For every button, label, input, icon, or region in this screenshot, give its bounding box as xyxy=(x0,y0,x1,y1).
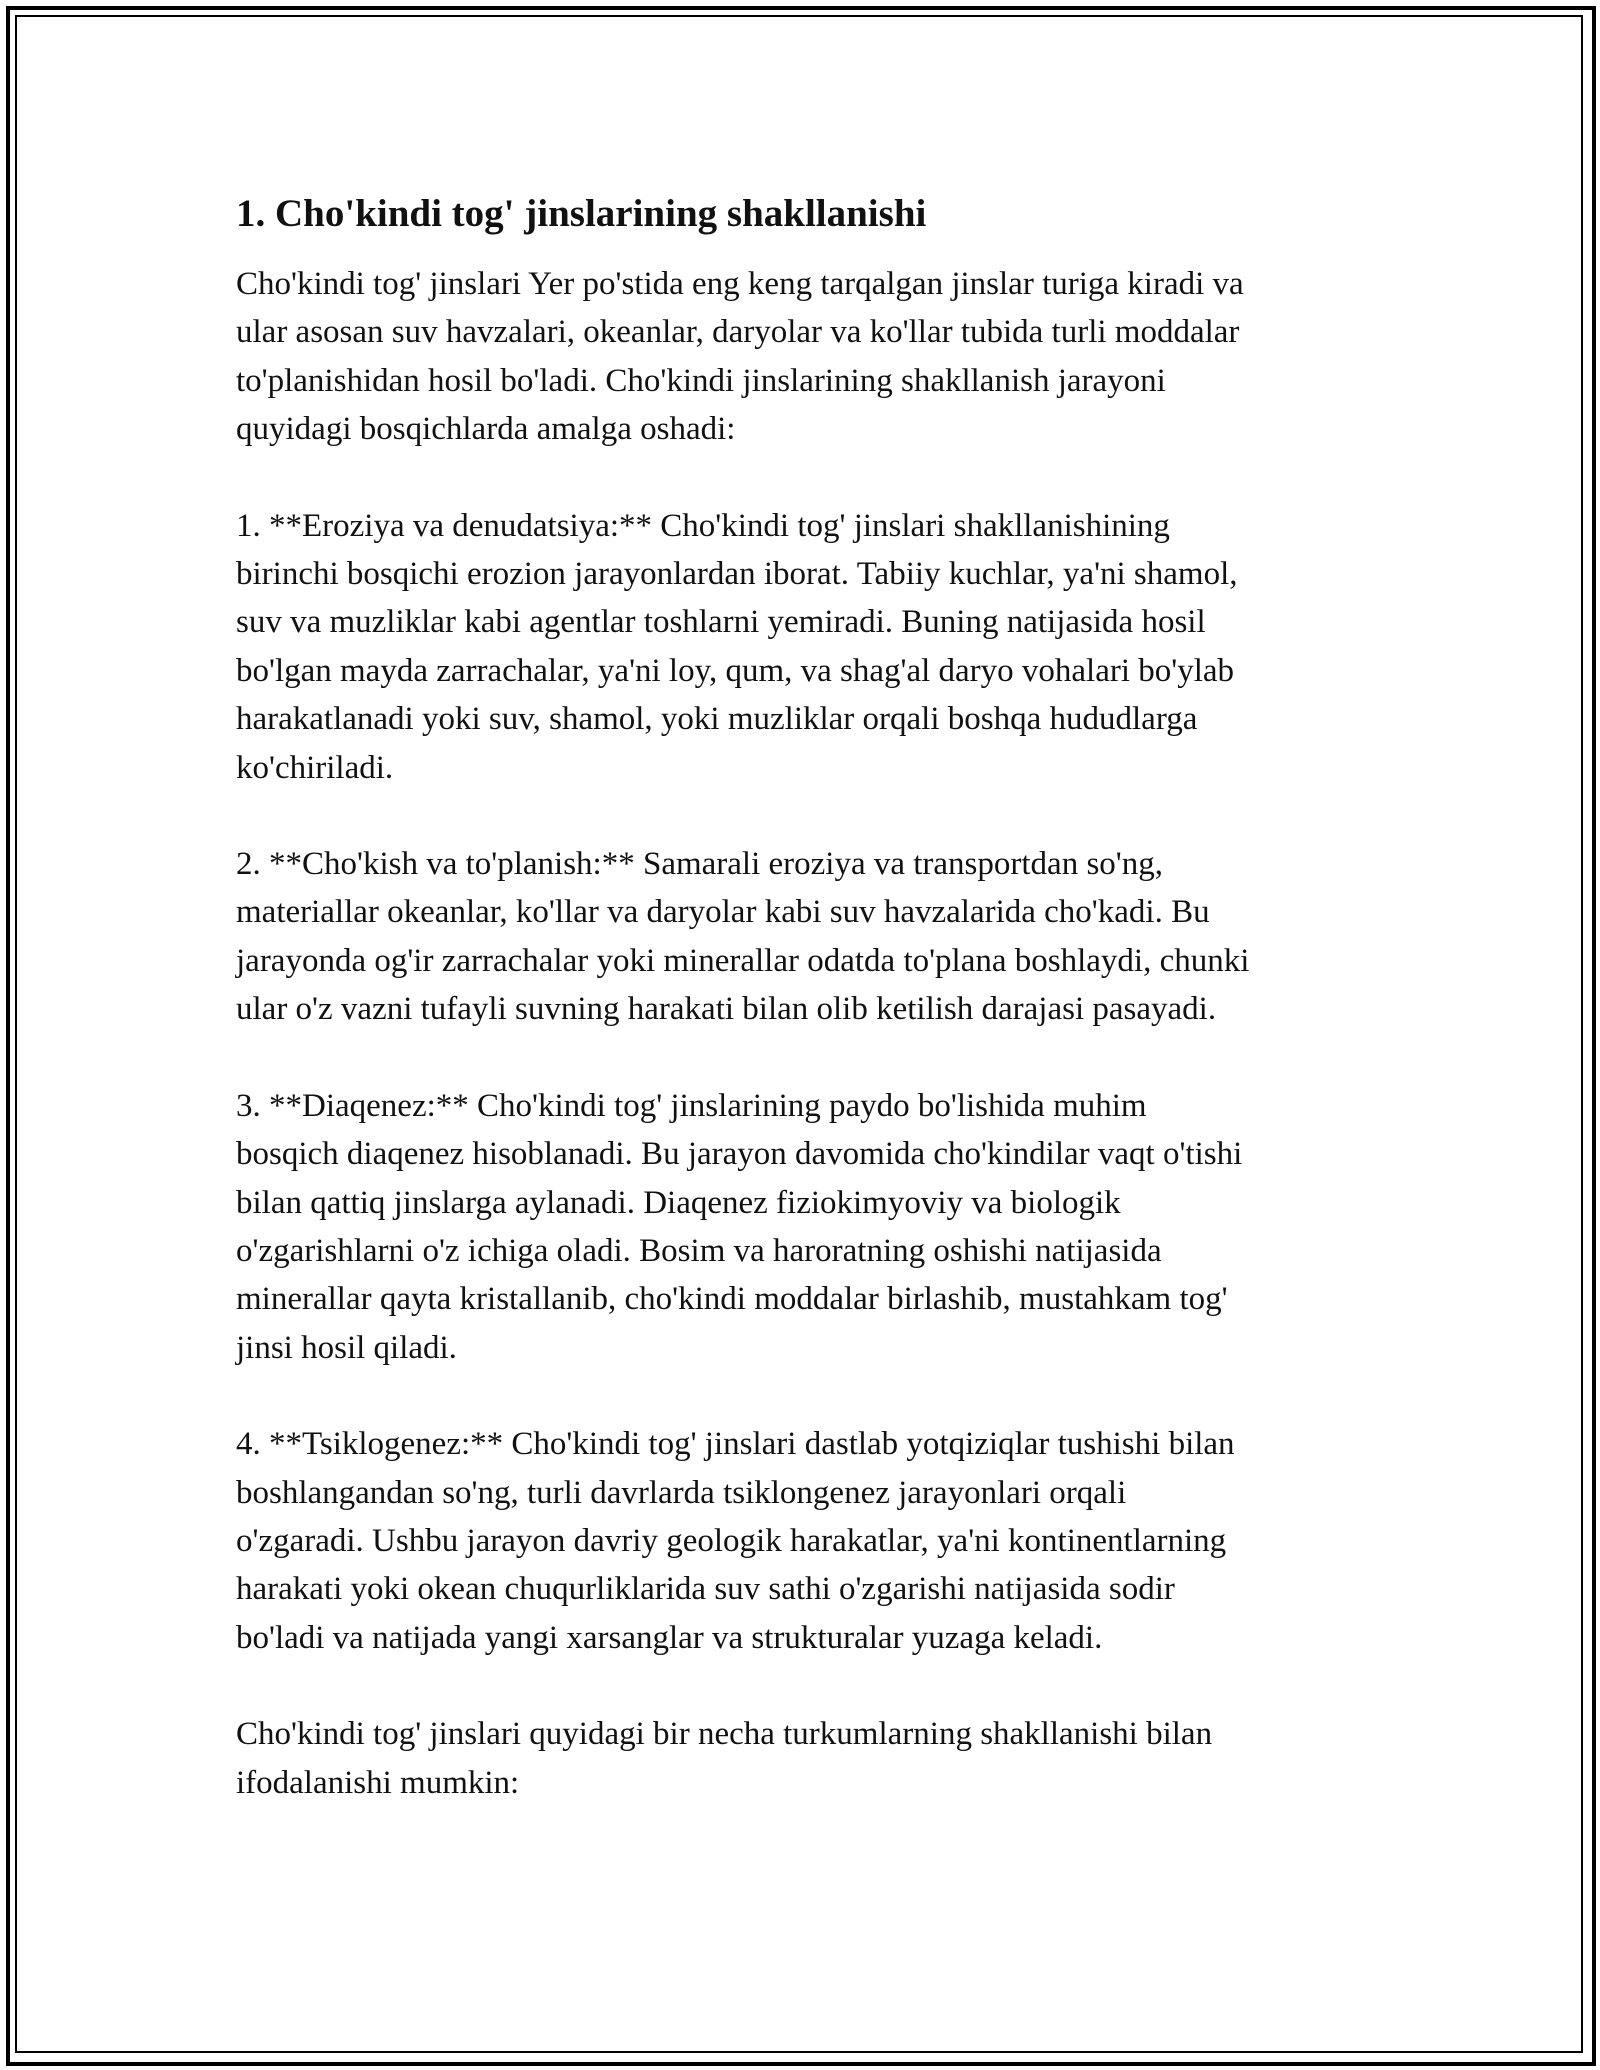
document-body xyxy=(236,188,1386,1855)
step-diagenesis-paragraph: 3. **Diaqenez:** Cho'kindi tog' jinslarining paydo bo'lishida muhim bosqich diaqenez hisoblanadi. Bu jarayon davomida cho'kindilar vaqt o'tishi bilan qattiq jinslarga aylanadi. Diaqenez fiziokimyoviy va biologik o'zgarishlarni o'z ichiga oladi. Bosim va haroratning oshishi natijasida minerallar qayta kristallanib, cho'kindi moddalar birlashib, mustahkam tog' jinsi hosil qiladi. xyxy=(236,1087,1243,1366)
step-deposition-paragraph: 2. **Cho'kish va to'planish:** Samarali eroziya va transportdan so'ng, materiallar okeanlar, ko'llar va daryolar kabi suv havzalarida cho'kadi. Bu jarayonda og'ir zarrachalar yoki minerallar odatda to'plana boshlaydi, chunki ular o'z vazni tufayli suvning harakati bilan olib ketilish darajasi pasayadi. xyxy=(236,846,1250,1028)
step-cyclogenesis-paragraph: 4. **Tsiklogenez:** Cho'kindi tog' jinslari dastlab yotqiziqlar tushishi bilan boshlangandan so'ng, turli davrlarda tsiklongenez jarayonlari orqali o'zgaradi. Ushbu jarayon davriy geologik harakatlar, ya'ni kontinentlarning harakati yoki okean chuqurliklarida suv sathi o'zgarishi natijasida sodir bo'ladi va natijada yangi xarsanglar va strukturalar yuzaga keladi. xyxy=(236,1426,1235,1656)
intro-paragraph: Cho'kindi tog' jinslari Yer po'stida eng keng tarqalgan jinslar turiga kiradi va ular asosan suv havzalari, okeanlar, daryolar va ko'llar tubida turli moddalar to'planishidan hosil bo'ladi. Cho'kindi jinslarining shakllanish jarayoni quyidagi bosqichlarda amalga oshadi: xyxy=(236,266,1244,448)
section-heading: 1. Cho'kindi tog' jinslarining shakllanishi xyxy=(236,192,927,235)
closing-paragraph: Cho'kindi tog' jinslari quyidagi bir necha turkumlarning shakllanishi bilan ifodalanishi mumkin: xyxy=(236,1716,1213,1801)
step-erosion-paragraph: 1. **Eroziya va denudatsiya:** Cho'kindi tog' jinslari shakllanishining birinchi bosqichi erozion jarayonlardan iborat. Tabiiy kuchlar, ya'ni shamol, suv va muzliklar kabi agentlar toshlarni yemiradi. Buning natijasida hosil bo'lgan mayda zarrachalar, ya'ni loy, qum, va shag'al daryo vohalari bo'ylab harakatlanadi yoki suv, shamol, yoki muzliklar orqali boshqa hududlarga ko'chiriladi. xyxy=(236,507,1238,786)
